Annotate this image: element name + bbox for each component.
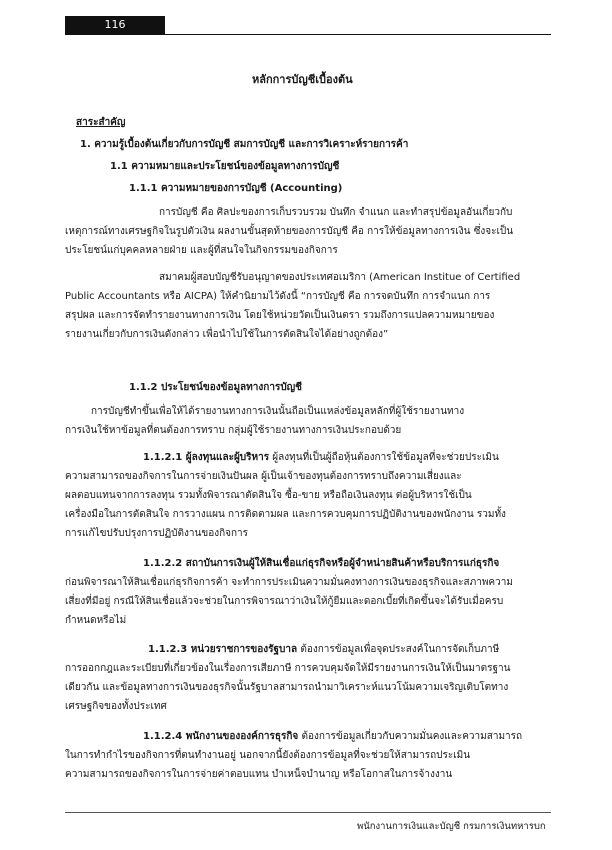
paragraph-line bbox=[148, 643, 499, 656]
paragraph-line: เหตุการณ์ทางเศรษฐกิจในรูปตัวเงิน ผลงานขั้นสุดท้ายของการบัญชี คือ การให้ข้อมูลทางการเงิน ซึ่งจะเป็น bbox=[65, 226, 514, 237]
paragraph-line: ผลตอบแทนจากการลงทุน รวมทั้งพิจารณาตัดสินใจ ซื้อ-ขาย หรือถือเงินลงทุน ต่อผู้บริหารใช้เป็น bbox=[65, 490, 472, 501]
paragraph-line: การแก้ไขปรับปรุงการปฏิบัติงานของกิจการ bbox=[65, 528, 249, 539]
section-1-1-2-heading: 1.1.2 ประโยชน์ของข้อมูลทางการบัญชี bbox=[129, 382, 302, 393]
paragraph-line: ในการทำกำไรของกิจการที่ตนทำงานอยู่ นอกจากนี้ยังต้องการข้อมูลที่จะช่วยให้สามารถประเมิน bbox=[65, 750, 471, 761]
paragraph-line: การออกกฎและระเบียบที่เกี่ยวข้องในเรื่องการเสียภาษี การควบคุมจัดให้มีรายงานการเงินให้เป็นมาตรฐาน bbox=[65, 663, 511, 674]
paragraph-line: กำหนดหรือไม่ bbox=[65, 615, 127, 626]
paragraph-text: ผู้ลงทุนที่เป็นผู้ถือหุ้นต้องการใช้ข้อมูลที่จะช่วยประเมิน bbox=[269, 452, 499, 463]
paragraph-line: เดียวกัน และข้อมูลทางการเงินของธุรกิจนั้นรัฐบาลสามารถนำมาวิเคราะห์แนวโน้มความเจริญเติบโตทาง bbox=[65, 682, 509, 693]
paragraph-text: ต้องการข้อมูลเกี่ยวกับความมั่นคงและความสามารถ bbox=[298, 731, 523, 742]
paragraph-line: การบัญชีทำขึ้นเพื่อให้ได้รายงานทางการเงินนั้นถือเป็นแหล่งข้อมูลหลักที่ผู้ใช้รายงานทาง bbox=[91, 406, 465, 417]
page-title: หลักการบัญชีเบื้องต้น bbox=[252, 73, 353, 86]
paragraph-line: เสี่ยงที่มีอยู่ กรณีให้สินเชื่อแล้วจะช่วยในการพิจารณาว่าเงินให้กู้ยืมและดอกเบี้ยที่เกิดขึ้นจะได้รับเมื่อครบ bbox=[65, 596, 504, 607]
paragraph-line: สรุปผล และการจัดทำรายงานทางการเงิน โดยใช้หน่วยวัดเป็นเงินตรา รวมถึงการแปลความหมายของ bbox=[65, 310, 495, 321]
page-number: 116 bbox=[65, 16, 165, 34]
paragraph-line: ก่อนพิจารณาให้สินเชื่อแก่ธุรกิจการค้า จะทำการประเมินความมั่นคงทางการเงินของธุรกิจและสภาพความ bbox=[65, 577, 513, 588]
sub-heading: 1.1.2.4 พนักงานขององค์การธุรกิจ bbox=[143, 731, 299, 742]
summary-heading: สาระสำคัญ bbox=[76, 117, 126, 128]
sub-heading: 1.1.2.3 หน่วยราชการของรัฐบาล bbox=[148, 644, 298, 655]
paragraph-line: เศรษฐกิจของทั้งประเทศ bbox=[65, 701, 167, 712]
paragraph-line: การเงินใช้หาข้อมูลที่ตนต้องการทราบ กลุ่มผู้ใช้รายงานทางการเงินประกอบด้วย bbox=[65, 425, 402, 436]
section-1-1-heading: 1.1 ความหมายและประโยชน์ของข้อมูลทางการบัญชี bbox=[110, 161, 340, 172]
paragraph-line: การบัญชี คือ ศิลปะของการเก็บรวบรวม บันทึก จำแนก และทำสรุปข้อมูลอันเกี่ยวกับ bbox=[159, 207, 513, 218]
footer-rule bbox=[65, 812, 551, 813]
paragraph-line: สมาคมผู้สอบบัญชีรับอนุญาตของประเทศอเมริกา (American Institue of Certified bbox=[159, 272, 521, 283]
paragraph-line: ความสามารถของกิจการในการจ่ายเงินปันผล ผู้เป็นเจ้าของทุนต้องการทราบถึงความเสี่ยงและ bbox=[65, 471, 462, 482]
page-header-bar bbox=[65, 16, 551, 35]
page-footer: พนักงานการเงินและบัญชี กรมการเงินทหารบก bbox=[357, 821, 546, 832]
paragraph-line bbox=[143, 730, 522, 743]
paragraph-line: Public Accountants หรือ AICPA) ให้คำนิยามไว้ดังนี้ “การบัญชี คือ การจดบันทึก การจำแนก การ bbox=[65, 291, 491, 302]
paragraph-text: ต้องการข้อมูลเพื่อจุดประสงค์ในการจัดเก็บภาษี bbox=[297, 644, 500, 655]
paragraph-line: เครื่องมือในการตัดสินใจ การวางแผน การติดตามผล และการควบคุมการปฏิบัติงานของพนักงาน รวมทั้ง bbox=[65, 509, 506, 520]
section-1-heading: 1. ความรู้เบื้องต้นเกี่ยวกับการบัญชี สมการบัญชี และการวิเคราะห์รายการค้า bbox=[80, 139, 409, 150]
sub-heading: 1.1.2.1 ผู้ลงทุนและผู้บริหาร bbox=[143, 452, 270, 463]
sub-heading: 1.1.2.2 สถาบันการเงินผู้ให้สินเชื่อแก่ธุรกิจหรือผู้จำหน่ายสินค้าหรือบริการแก่ธุรกิจ bbox=[143, 558, 500, 569]
paragraph-line: ความสามารถของกิจการในการจ่ายค่าตอบแทน บำเหน็จบำนาญ หรือโอกาสในการจ้างงาน bbox=[65, 769, 453, 780]
paragraph-line: รายงานเกี่ยวกับการเงินดังกล่าว เพื่อนำไปใช้ในการตัดสินใจได้อย่างถูกต้อง” bbox=[65, 329, 389, 340]
paragraph-line bbox=[143, 451, 499, 464]
section-1-1-1-heading: 1.1.1 ความหมายของการบัญชี (Accounting) bbox=[129, 183, 343, 194]
paragraph-line: ประโยชน์แก่บุคคลหลายฝ่าย และผู้ที่สนใจในกิจกรรมของกิจการ bbox=[65, 245, 338, 256]
